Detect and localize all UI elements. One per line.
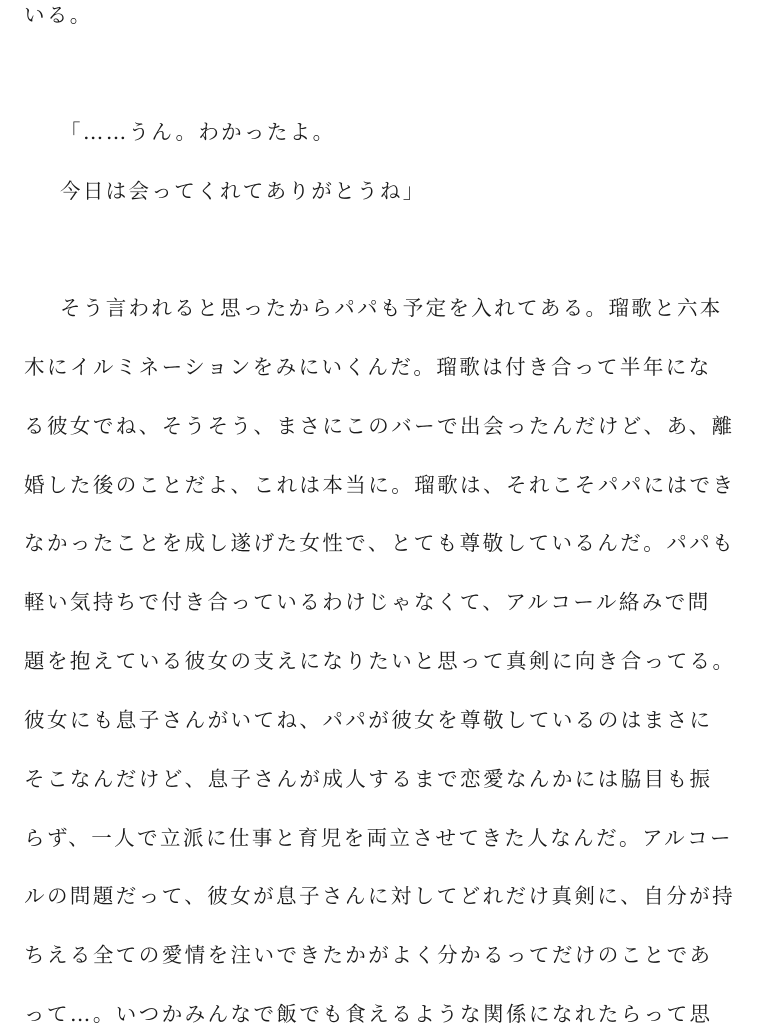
paragraph-line-9: そこなんだけど、息子さんが成人するまで恋愛なんかには脇目も振: [24, 767, 713, 791]
paragraph-line-7: 題を抱えている彼女の支えになりたいと思って真剣に向き合ってる。: [24, 649, 736, 673]
paragraph-line-8: 彼女にも息子さんがいてね、パパが彼女を尊敬しているのはまさに: [24, 708, 713, 732]
text-line-continuation: いる。: [24, 3, 93, 27]
dialogue-line-2: 今日は会ってくれてありがとうね」: [60, 179, 426, 203]
paragraph-line-12: ちえる全ての愛情を注いできたかがよく分かるってだけのことであ: [24, 943, 713, 967]
paragraph-line-2: 木にイルミネーションをみにいくんだ。瑠歌は付き合って半年にな: [24, 355, 712, 379]
paragraph-line-6: 軽い気持ちで付き合っているわけじゃなくて、アルコール絡みで問: [24, 590, 711, 614]
paragraph-line-10: らず、一人で立派に仕事と育児を両立させてきた人なんだ。アルコー: [24, 826, 733, 850]
paragraph-line-5: なかったことを成し遂げた女性で、とても尊敬しているんだ。パパも: [24, 531, 736, 555]
paragraph-line-13: って…。いつかみんなで飯でも食えるような関係になれたらって思: [24, 1002, 713, 1026]
paragraph-line-1: そう言われると思ったからパパも予定を入れてある。瑠歌と六本: [60, 296, 723, 320]
paragraph-line-3: る彼女でね、そうそう、まさにこのバーで出会ったんだけど、あ、離: [24, 414, 735, 438]
dialogue-line-1: 「……うん。わかったよ。: [60, 120, 336, 144]
paragraph-line-11: ルの問題だって、彼女が息子さんに対してどれだけ真剣に、自分が持: [24, 884, 736, 908]
paragraph-line-4: 婚した後のことだよ、これは本当に。瑠歌は、それこそパパにはでき: [24, 473, 736, 497]
